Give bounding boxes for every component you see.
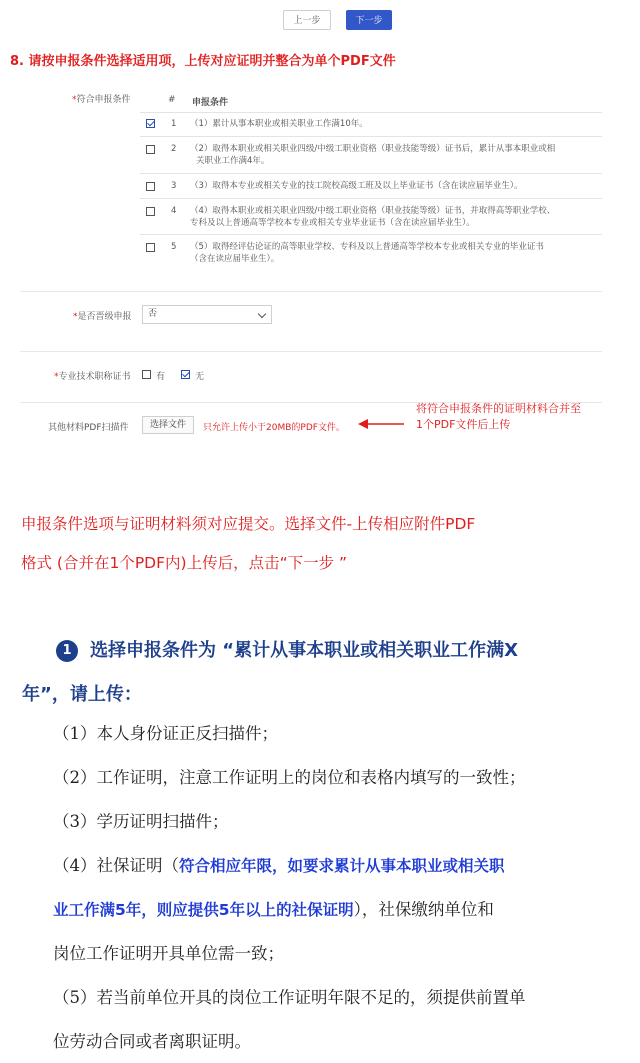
next-step-button[interactable]: 下一步	[346, 10, 392, 30]
annotation-note: 将符合申报条件的证明材料合并至 1个PDF文件后上传	[416, 402, 581, 431]
requirement-item-5: （5）若当前单位开具的岗位工作证明年限不足的，须提供前置单	[53, 988, 526, 1007]
required-mark: *	[54, 372, 59, 382]
required-mark: *	[73, 312, 78, 322]
condition-num-1: 1	[171, 119, 177, 129]
condition-checkbox-1[interactable]	[146, 119, 155, 128]
condition-text-2: （2）取得本职业或相关职业四级/中级工职业资格（职业技能等级）证书后，累计从事本职业或相 关职业工作满4年。	[190, 144, 556, 166]
title-cert-no-checkbox[interactable]	[181, 370, 190, 379]
condition-checkbox-3[interactable]	[146, 182, 155, 191]
choose-file-button[interactable]: 选择文件	[142, 416, 194, 434]
condition-num-2: 2	[171, 144, 177, 154]
step-title: 8. 请按申报条件选择适用项，上传对应证明并整合为单个PDF文件	[10, 54, 396, 69]
upload-label: 其他材料PDF扫描件	[48, 423, 129, 433]
requirement-item-1: （1）本人身份证正反扫描件；	[53, 724, 278, 743]
condition-checkbox-2[interactable]	[146, 145, 155, 154]
skip-level-label: *是否晋级申报	[73, 312, 132, 322]
requirement-item-5-cont: 位劳动合同或者离职证明。	[53, 1032, 251, 1051]
step-number-badge: 1	[56, 640, 78, 662]
requirement-item-3: （3）学历证明扫描件；	[53, 812, 229, 831]
condition-num-3: 3	[171, 181, 177, 191]
title-cert-yes-label: 有	[156, 372, 166, 382]
instruction-line-1: 1 选择申报条件为 “累计从事本职业或相关职业工作满X	[56, 636, 518, 662]
requirement-item-4: （4）社保证明（符合相应年限，如要求累计从事本职业或相关职	[53, 856, 505, 875]
requirement-item-2: （2）工作证明，注意工作证明上的岗位和表格内填写的一致性；	[53, 768, 526, 787]
condition-checkbox-5[interactable]	[146, 243, 155, 252]
condition-text-5: （5）取得经评估论证的高等职业学校、专科及以上普通高等学校本专业或相关专业的毕业证书 （含在读应届毕业生）。	[190, 242, 544, 264]
condition-text-4: （4）取得本职业或相关职业四级/中级工职业资格（职业技能等级）证书，并取得高等职业学校、 专科及以上普通高等学校本专业或相关专业毕业证书（含在读应届毕业生）。	[190, 206, 556, 228]
title-cert-yes-checkbox[interactable]	[142, 370, 151, 379]
column-condition-header: 申报条件	[192, 98, 229, 108]
condition-text-1: （1）累计从事本职业或相关职业工作满10年。	[190, 119, 368, 129]
requirement-item-4-cont: 业工作满5年，则应提供5年以上的社保证明），社保缴纳单位和	[53, 900, 494, 919]
arrow-left-icon	[358, 418, 406, 430]
note-line-1: 申报条件选项与证明材料须对应提交。选择文件-上传相应附件PDF	[21, 515, 476, 533]
condition-num-5: 5	[171, 242, 177, 252]
title-cert-label: *专业技术职称证书	[54, 372, 131, 382]
column-num-header: #	[168, 95, 176, 105]
conditions-label: *符合申报条件	[72, 95, 131, 105]
required-mark: *	[72, 95, 77, 105]
title-cert-no-label: 无	[195, 372, 205, 382]
condition-num-4: 4	[171, 206, 177, 216]
requirement-item-4-end: 岗位工作证明开具单位需一致；	[53, 944, 284, 963]
skip-level-select[interactable]: 否	[142, 305, 272, 324]
upload-hint: 只允许上传小于20MB的PDF文件。	[203, 423, 345, 433]
instruction-line-2: 年”，请上传：	[22, 684, 142, 705]
note-line-2: 格式 (合并在1个PDF内)上传后，点击“下一步 ”	[21, 554, 348, 572]
prev-step-button[interactable]: 上一步	[283, 10, 331, 30]
condition-text-3: （3）取得本专业或相关专业的技工院校高级工班及以上毕业证书（含在读应届毕业生）。	[190, 181, 523, 191]
condition-checkbox-4[interactable]	[146, 207, 155, 216]
chevron-down-icon	[258, 310, 266, 318]
